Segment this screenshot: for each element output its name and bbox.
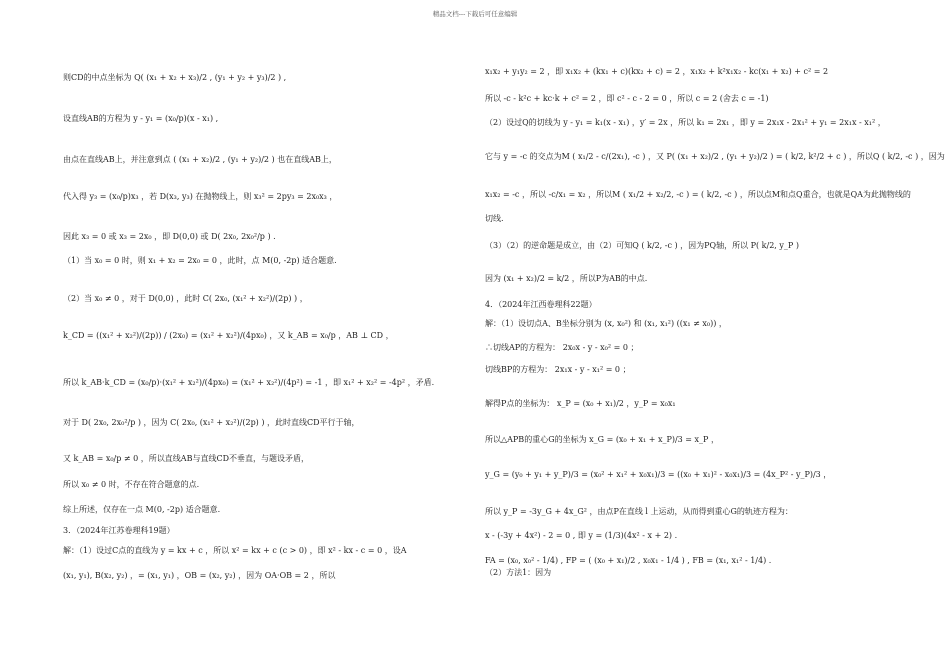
right-text-line: 切线. (485, 214, 504, 223)
left-text-line: 解：（1）设过C点的直线为 y = kx + c ，所以 x² = kx + c (c > 0) ，即 x² - kx - c = 0 ，设A (63, 546, 407, 555)
left-text-line: 对于 D( 2x₀, 2x₀²/p ) ，因为 C( 2x₀, (x₁² + x₂²)/(2p) ) ，此时直线CD平行于轴， (63, 418, 360, 427)
left-text-line: （2）当 x₀ ≠ 0 ，对于 D(0,0) ，此时 C( 2x₀, (x₁² + x₂²)/(2p) ) ， (63, 294, 308, 303)
right-text-line: x₁x₂ = -c ，所以 -c/x₁ = x₂ ，所以M ( x₁/2 + x₂/2, -c ) = ( k/2, -c ) ，所以点M和点Q重合，也就是QA为此抛物线的 (485, 190, 911, 199)
right-text-line: 4．（2024年江西卷理科22题） (485, 300, 597, 309)
left-text-line: 代入得 y₃ = (x₀/p)x₃ ，若 D(x₃, y₃) 在抛物线上，则 x₃² = 2py₃ = 2x₀x₃ ， (63, 192, 338, 201)
left-text-line: 3．（2024年江苏卷理科19题） (63, 526, 175, 535)
left-text-line: 又 k_AB = x₀/p ≠ 0 ，所以直线AB与直线CD不垂直，与题设矛盾， (63, 454, 309, 463)
right-text-line: x - (-3y + 4x²) - 2 = 0 , 即 y = (1/3)(4x² - x + 2) . (485, 531, 678, 540)
right-text-line: 切线BP的方程为： 2x₁x - y - x₁² = 0 ； (485, 365, 631, 374)
right-text-line: （3）（2）的逆命题是成立，由（2）可知Q ( k/2, -c ) ，因为PQ轴，所以 P( k/2, y_P ) (485, 241, 799, 250)
left-text-line: 所以 k_AB·k_CD = (x₀/p)·(x₁² + x₂²)/(4px₀) = (x₁² + x₂²)/(4p²) = -1 ，即 x₁² + x₂² = -4p² ，矛盾. (63, 378, 435, 387)
right-text-line: （2）方法1：因为 (485, 568, 552, 577)
right-text-line: 所以 -c - k²c + kc·k + c² = 2 ，即 c² - c - 2 = 0 ，所以 c = 2 (舍去 c = -1) (485, 94, 769, 103)
right-text-line: 解得P点的坐标为： x_P = (x₀ + x₁)/2 ，y_P = x₀x₁ (485, 399, 676, 408)
right-text-line: 所以 y_P = -3y_G + 4x_G² ，由点P在直线 l 上运动，从而得到重心G的轨迹方程为： (485, 507, 793, 516)
right-text-line: （2）设过Q的切线为 y - y₁ = k₁(x - x₁) ，y′ = 2x ，所以 k₁ = 2x₁ ，即 y = 2x₁x - 2x₁² + y₁ = 2x₁x - x₁² ， (485, 118, 886, 127)
right-text-line: 它与 y = -c 的交点为M ( x₁/2 - c/(2x₁), -c ) ，又 P( (x₁ + x₂)/2 , (y₁ + y₂)/2 ) = ( k/2, k²/2 + c ) ，所以Q ( k/2, -c ) ，因为 (485, 152, 945, 161)
left-text-line: (x₁, y₁), B(x₂, y₂) ，= (x₁, y₁) ，OB = (x₂, y₂) ，因为 OA·OB = 2 ，所以 (63, 571, 336, 580)
right-text-line: ∴切线AP的方程为： 2x₀x - y - x₀² = 0 ； (485, 343, 639, 352)
left-text-line: 所以 x₀ ≠ 0 时，不存在符合题意的点. (63, 480, 200, 489)
right-text-line: 因为 (x₁ + x₂)/2 = k/2 ，所以P为AB的中点. (485, 274, 648, 283)
right-text-line: x₁x₂ + y₁y₂ = 2 ，即 x₁x₂ + (kx₁ + c)(kx₂ + c) = 2 ，x₁x₂ + k²x₁x₂ - kc(x₁ + x₂) + c² = 2 (485, 67, 829, 76)
left-text-line: （1）当 x₀ = 0 时，则 x₁ + x₂ = 2x₀ = 0 ，此时，点 M(0, -2p) 适合题意. (63, 256, 337, 265)
right-text-line: y_G = (y₀ + y₁ + y_P)/3 = (x₀² + x₁² + x₀x₁)/3 = ((x₀ + x₁)² - x₀x₁)/3 = (4x_P² - y_P)/3 ， (485, 470, 832, 479)
left-text-line: 因此 x₃ = 0 或 x₃ = 2x₀ ，即 D(0,0) 或 D( 2x₀, 2x₀²/p ) . (63, 232, 276, 241)
left-text-line: 综上所述，仅存在一点 M(0, -2p) 适合题意. (63, 505, 221, 514)
left-text-line: 则CD的中点坐标为 Q( (x₁ + x₂ + x₃)/2 , (y₁ + y₂ + y₃)/2 ) , (63, 73, 287, 82)
right-text-line: FA = (x₀, x₀² - 1/4) , FP = ( (x₀ + x₁)/2 , x₀x₁ - 1/4 ) , FB = (x₁, x₁² - 1/4) . (485, 556, 772, 565)
right-text-line: 解：（1）设切点A、B坐标分别为 (x, x₀²) 和 (x₁, x₁²) ((x₁ ≠ x₀)) ， (485, 319, 727, 328)
left-text-line: 由点在直线AB上，并注意到点 ( (x₁ + x₂)/2 , (y₁ + y₂)/2 ) 也在直线AB上， (63, 155, 337, 164)
page-header: 精品文档---下载后可任意编辑 (432, 10, 518, 18)
right-text-line: 所以△APB的重心G的坐标为 x_G = (x₀ + x₁ + x_P)/3 = x_P ， (485, 435, 719, 444)
left-text-line: 设直线AB的方程为 y - y₁ = (x₀/p)(x - x₁) , (63, 114, 219, 123)
left-text-line: k_CD = ((x₁² + x₂²)/(2p)) / (2x₀) = (x₁² + x₂²)/(4px₀) ，又 k_AB = x₀/p ，AB ⊥ CD ， (63, 331, 394, 340)
